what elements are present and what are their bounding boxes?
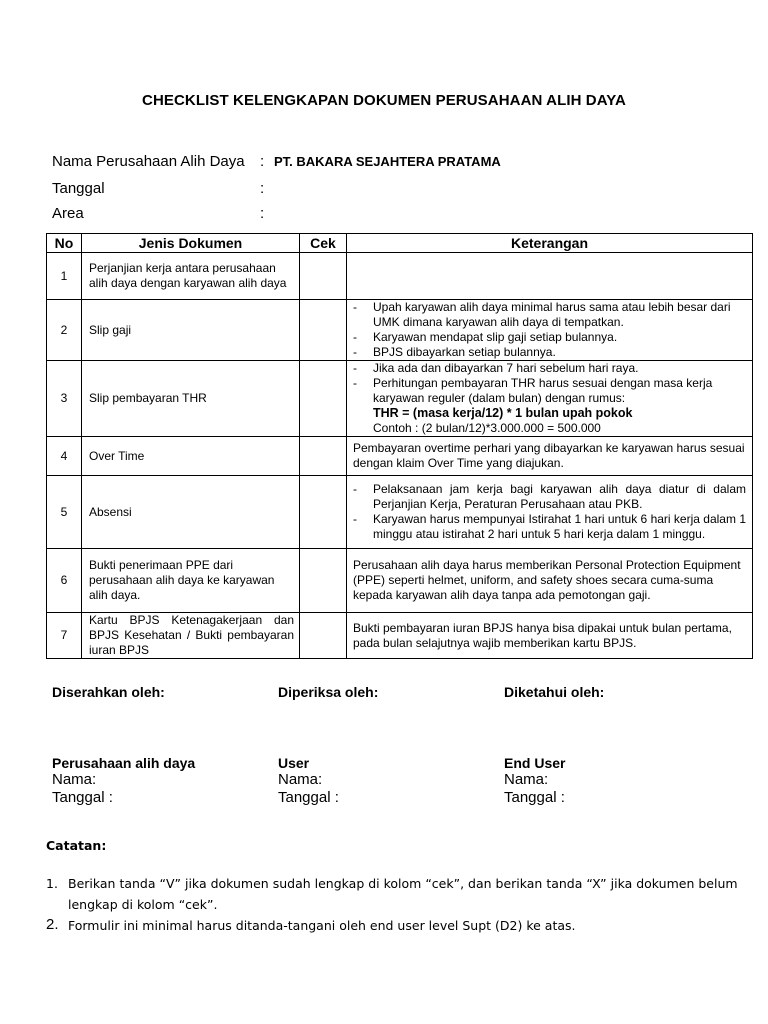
table-row — [47, 613, 753, 659]
description-list — [353, 300, 746, 360]
table-row — [47, 361, 753, 437]
document-type: Perjanjian kerja antara perusahaan alih daya dengan karyawan alih daya — [82, 253, 300, 300]
note-text: Berikan tanda “V” jika dokumen sudah lengkap di kolom “cek”, dan berikan tanda “X” jika dokumen belum lengkap di kolom “cek”. — [68, 876, 738, 912]
row-number: 7 — [47, 613, 82, 659]
info-colon: : — [260, 153, 265, 170]
table-header-row — [47, 234, 753, 253]
signature-block-checked — [278, 684, 378, 807]
header-keterangan: Keterangan — [347, 234, 753, 253]
description: Pembayaran overtime perhari yang dibayarkan ke karyawan harus sesuai dengan klaim Over Time yang diajukan. — [347, 437, 753, 476]
signature-heading: Diperiksa oleh: — [278, 684, 379, 700]
header-cek: Cek — [300, 234, 347, 253]
check-cell[interactable] — [300, 437, 347, 476]
description — [347, 300, 753, 361]
signature-name-field[interactable]: Nama: — [278, 771, 323, 788]
signature-party: Perusahaan alih daya — [52, 755, 196, 771]
thr-formula-example: Contoh : (2 bulan/12)*3.000.000 = 500.000 — [373, 421, 601, 435]
info-label: Tanggal — [52, 180, 105, 197]
signature-date-field[interactable]: Tanggal : — [52, 789, 113, 806]
thr-formula: THR = (masa kerja/12) * 1 bulan upah pokok — [373, 406, 633, 420]
document-type: Slip pembayaran THR — [82, 361, 300, 437]
document-type: Over Time — [82, 437, 300, 476]
signature-name-field[interactable]: Nama: — [504, 771, 549, 788]
page-title: CHECKLIST KELENGKAPAN DOKUMEN PERUSAHAAN ALIH DAYA — [142, 92, 626, 109]
signature-heading: Diserahkan oleh: — [52, 684, 165, 700]
description: Perusahaan alih daya harus memberikan Personal Protection Equipment (PPE) seperti helmet, uniform, and safety shoes secara cuma-suma kepada karyawan alih daya tanpa ada pemotongan gaji. — [347, 549, 753, 613]
document-type: Kartu BPJS Ketenagakerjaan dan BPJS Kesehatan / Bukti pembayaran iuran BPJS — [82, 613, 300, 659]
description — [347, 476, 753, 549]
document-type: Bukti penerimaan PPE dari perusahaan alih daya ke karyawan alih daya. — [82, 549, 300, 613]
description — [347, 361, 753, 437]
signature-party: End User — [504, 755, 566, 771]
description-item: - BPJS dibayarkan setiap bulannya. — [353, 345, 746, 360]
signature-heading: Diketahui oleh: — [504, 684, 605, 700]
note-number: 2. — [46, 916, 59, 933]
signature-date-field[interactable]: Tanggal : — [278, 789, 339, 806]
signature-block-acknowledged — [504, 684, 604, 807]
row-number: 2 — [47, 300, 82, 361]
note-number: 1. — [46, 876, 58, 891]
check-cell[interactable] — [300, 300, 347, 361]
note-text: Formulir ini minimal harus ditanda-tangani oleh end user level Supt (D2) ke atas. — [68, 918, 576, 933]
description-item: - Perhitungan pembayaran THR harus sesuai dengan masa kerja karyawan reguler (dalam bulan) dengan rumus: — [353, 376, 746, 406]
row-number: 6 — [47, 549, 82, 613]
description — [347, 253, 753, 300]
notes-title: Catatan: — [46, 838, 107, 853]
signature-name-field[interactable]: Nama: — [52, 771, 97, 788]
check-cell[interactable] — [300, 476, 347, 549]
check-cell[interactable] — [300, 361, 347, 437]
document-type: Slip gaji — [82, 300, 300, 361]
header-no: No — [47, 234, 82, 253]
note-item — [46, 915, 758, 936]
description-list — [353, 482, 746, 542]
description-item: - Pelaksanaan jam kerja bagi karyawan alih daya diatur di dalam Perjanjian Kerja, Peraturan Perusahaan atau PKB. — [353, 482, 746, 512]
info-colon: : — [260, 205, 265, 222]
signature-block-submitted — [52, 684, 195, 807]
table-row — [47, 300, 753, 361]
check-cell[interactable] — [300, 549, 347, 613]
note-item — [46, 873, 758, 915]
description-item: - Karyawan mendapat slip gaji setiap bulannya. — [353, 330, 746, 345]
check-cell[interactable] — [300, 253, 347, 300]
document-type: Absensi — [82, 476, 300, 549]
table-row — [47, 437, 753, 476]
header-jenis-dokumen: Jenis Dokumen — [82, 234, 300, 253]
row-number: 1 — [47, 253, 82, 300]
info-colon: : — [260, 180, 265, 197]
table-row — [47, 476, 753, 549]
description: Bukti pembayaran iuran BPJS hanya bisa dipakai untuk bulan pertama, pada bulan selajutnya wajib memberikan kartu BPJS. — [347, 613, 753, 659]
table-row — [47, 549, 753, 613]
info-label: Area — [52, 205, 84, 222]
description-item: - Karyawan harus mempunyai Istirahat 1 hari untuk 6 hari kerja dalam 1 minggu atau istirahat 2 hari untuk 5 hari kerja dalam 1 minggu. — [353, 512, 746, 542]
table-row — [47, 253, 753, 300]
signature-date-field[interactable]: Tanggal : — [504, 789, 565, 806]
notes-list — [46, 873, 758, 936]
description-item: - Upah karyawan alih daya minimal harus sama atau lebih besar dari UMK dimana karyawan alih daya di tempatkan. — [353, 300, 746, 330]
description-list — [353, 361, 746, 406]
signature-party: User — [278, 755, 310, 771]
row-number: 5 — [47, 476, 82, 549]
check-cell[interactable] — [300, 613, 347, 659]
row-number: 3 — [47, 361, 82, 437]
notes-section — [46, 838, 758, 936]
document-checklist-table — [46, 233, 753, 659]
company-name-value: PT. BAKARA SEJAHTERA PRATAMA — [274, 154, 501, 169]
info-label: Nama Perusahaan Alih Daya — [52, 153, 245, 170]
description-item: - Jika ada dan dibayarkan 7 hari sebelum hari raya. — [353, 361, 746, 376]
row-number: 4 — [47, 437, 82, 476]
